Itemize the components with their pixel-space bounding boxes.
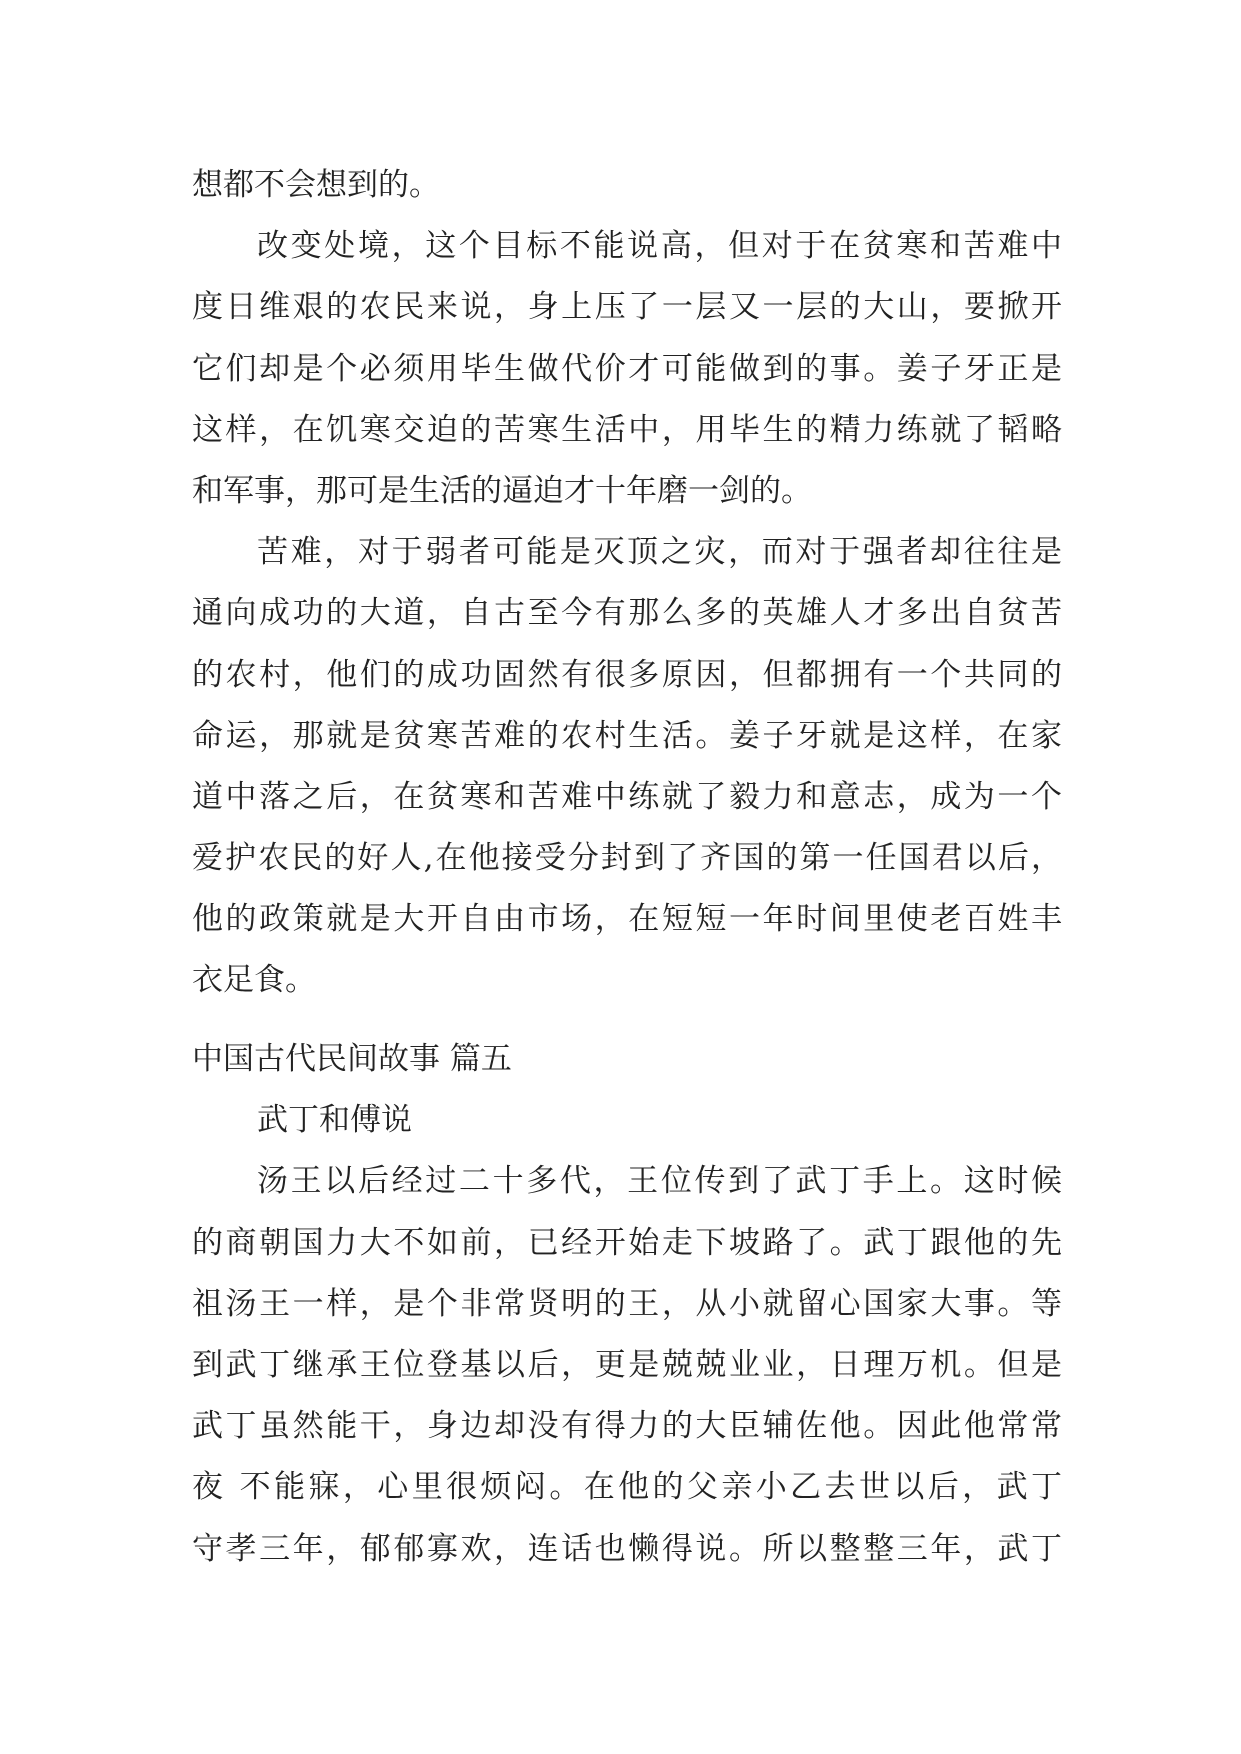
body-text-block — [192, 155, 1062, 1012]
text-line: 改变处境，这个目标不能说高，但对于在贫寒和苦难中 — [257, 228, 1062, 265]
section-heading: 中国古代民间故事 篇五 — [192, 1041, 512, 1077]
story-text-block — [192, 1029, 1062, 1580]
text-line: 度日维艰的农民来说，身上压了一层又一层的大山，要掀开 — [192, 289, 1062, 326]
text-line: 守孝三年，郁郁寡欢，连话也懒得说。所以整整三年，武丁 — [192, 1530, 1062, 1567]
text-line: 和军事，那可是生活的逼迫才十年磨一剑的。 — [192, 472, 812, 509]
text-line: 汤王以后经过二十多代，王位传到了武丁手上。这时候 — [257, 1163, 1062, 1200]
story-title: 武丁和傅说 — [257, 1102, 412, 1139]
text-line: 的农村，他们的成功固然有很多原因，但都拥有一个共同的 — [192, 656, 1062, 693]
text-line: 这样，在饥寒交迫的苦寒生活中，用毕生的精力练就了韬略 — [192, 411, 1062, 448]
text-line: 武丁虽然能干，身边却没有得力的大臣辅佐他。因此他常常 — [192, 1408, 1062, 1445]
text-line: 通向成功的大道，自古至今有那么多的英雄人才多出自贫苦 — [192, 595, 1062, 632]
text-line: 祖汤王一样，是个非常贤明的王，从小就留心国家大事。等 — [192, 1285, 1062, 1322]
text-line: 的商朝国力大不如前，已经开始走下坡路了。武丁跟他的先 — [192, 1224, 1062, 1261]
text-line: 夜 不能寐，心里很烦闷。在他的父亲小乙去世以后，武丁 — [192, 1469, 1062, 1506]
text-line: 想都不会想到的。 — [192, 167, 440, 203]
text-line: 他的政策就是大开自由市场，在短短一年时间里使老百姓丰 — [192, 901, 1062, 938]
text-line: 衣足食。 — [192, 962, 316, 999]
text-line: 苦难，对于弱者可能是灭顶之灾，而对于强者却往往是 — [257, 534, 1062, 571]
text-line: 它们却是个必须用毕生做代价才可能做到的事。姜子牙正是 — [192, 350, 1062, 387]
text-line: 到武丁继承王位登基以后，更是兢兢业业，日理万机。但是 — [192, 1346, 1062, 1383]
text-line: 命运，那就是贫寒苦难的农村生活。姜子牙就是这样，在家 — [192, 717, 1062, 754]
text-line: 爱护农民的好人,在他接受分封到了齐国的第一任国君以后， — [192, 840, 1062, 877]
text-line: 道中落之后，在贫寒和苦难中练就了毅力和意志，成为一个 — [192, 778, 1062, 815]
